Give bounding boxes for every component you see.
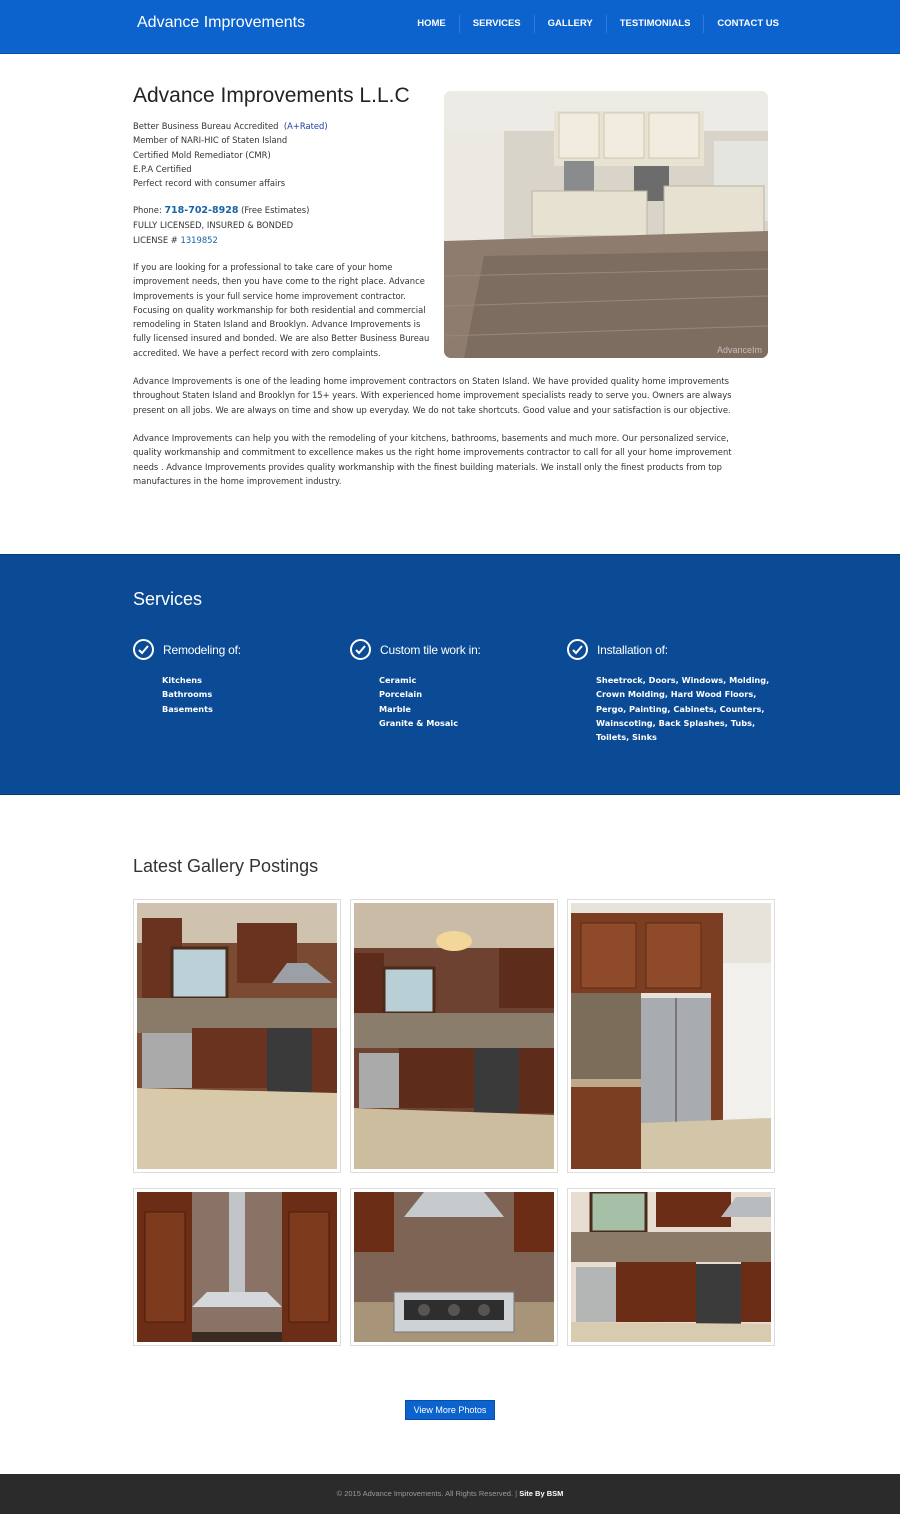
checkmark-icon: [133, 639, 154, 660]
service-item: Kitchens: [162, 675, 203, 685]
service-header: [133, 639, 241, 660]
footer-text: [337, 1489, 564, 1498]
site-brand[interactable]: Advance Improvements: [137, 14, 306, 31]
gallery-thumbnail[interactable]: [133, 1188, 341, 1346]
service-item: Porcelain: [379, 689, 423, 700]
service-item: Basements: [162, 703, 213, 714]
phone-line: [133, 203, 433, 218]
license-number-link[interactable]: 1319852: [180, 234, 218, 245]
gallery-thumbnail[interactable]: [133, 899, 341, 1173]
gallery-thumbnail[interactable]: [350, 899, 558, 1173]
intro-paragraph-1: If you are looking for a professional to take care of your home improvement needs, then you have come to the right place. Advance Improvements is your full service home improvement contractor. Focusing on quality workmanship for both residential and commercial remodeling in Staten Island and Brooklyn. Advance Improvements is fully licensed insured and bonded. We are also Better Business Bureau accredited. We have a perfect record with zero complaints.: [133, 262, 430, 358]
service-label: Custom tile work in:: [380, 642, 481, 657]
site-footer: [0, 1474, 900, 1514]
gallery-title: Latest Gallery Postings: [133, 856, 319, 876]
checkmark-icon: [350, 639, 371, 660]
main-nav: [404, 15, 779, 33]
intro-paragraph-3: Advance Improvements can help you with the remodeling of your kitchens, bathrooms, basements and much more. Our personalized service, quality workmanship and commitment to excellence makes us the right home improvements contractor to call for all your home improvement needs . Advance Improvements provides quality workmanship with the finest building materials. We install only the finest products from top manufactures in the home improvement industry.: [133, 433, 732, 486]
hero-kitchen-image: [444, 91, 768, 358]
service-items: [379, 673, 481, 730]
copyright-text: © 2015 Advance Improvements. All Rights Reserved. |: [336, 1489, 518, 1498]
credential-item: Certified Mold Remediator (CMR): [133, 149, 271, 160]
service-item: Granite & Mosaic: [379, 717, 459, 728]
checkmark-icon: [567, 639, 588, 660]
service-label: Remodeling of:: [163, 642, 241, 657]
phone-number-link[interactable]: 718-702-8928: [164, 205, 239, 216]
service-column-tile: [350, 639, 481, 730]
service-item: Bathrooms: [162, 689, 213, 700]
service-column-remodeling: [133, 639, 241, 716]
intro-paragraph-2: Advance Improvements is one of the leading home improvement contractors on Staten Island. We have provided quality home improvements throughout Staten Island and Brooklyn for 15+ years. With experienced home improvement specialists ready to serve you. Owners are always present on all jobs. We are always on time and show up everyday. We do not take shortcuts. Good value and your satisfaction is our objective.: [133, 376, 732, 415]
license-line: [133, 233, 433, 247]
services-section: [0, 554, 900, 795]
service-item: Marble: [379, 703, 411, 714]
credential-item: Perfect record with consumer affairs: [133, 178, 286, 189]
credential-item: E.P.A Certified: [133, 163, 192, 174]
nav-testimonials[interactable]: TESTIMONIALS: [606, 15, 704, 33]
phone-label: Phone:: [133, 205, 162, 215]
nav-home[interactable]: HOME: [417, 18, 446, 29]
page-title: Advance Improvements L.L.C: [133, 84, 410, 107]
license-label: LICENSE #: [133, 234, 178, 245]
licensed-text: FULLY LICENSED, INSURED & BONDED: [133, 220, 294, 231]
image-watermark: AdvanceIm: [716, 345, 762, 355]
gallery-thumbnail[interactable]: [567, 1188, 775, 1346]
gallery-thumbnail[interactable]: [567, 899, 775, 1173]
service-item: Ceramic: [379, 675, 417, 685]
service-header: [567, 639, 769, 660]
bbb-line: [133, 119, 433, 133]
services-title: Services: [133, 589, 203, 609]
service-header: [350, 639, 481, 660]
phone-note: (Free Estimates): [241, 205, 310, 215]
service-column-installation: [567, 639, 769, 744]
contact-block: [133, 203, 433, 247]
top-navbar: [0, 0, 900, 54]
credentials-list: [133, 119, 433, 190]
service-label: Installation of:: [597, 642, 668, 657]
site-credit-link[interactable]: Site By BSM: [519, 1489, 564, 1498]
service-items: [596, 673, 769, 744]
nav-contact-us[interactable]: CONTACT US: [703, 15, 779, 33]
service-items: [162, 673, 241, 716]
service-item: Pergo, Painting, Cabinets, Counters,: [596, 703, 765, 714]
service-item: Sheetrock, Doors, Windows, Molding,: [596, 675, 770, 685]
credential-item: Member of NARI-HIC of Staten Island: [133, 135, 288, 146]
nav-gallery[interactable]: GALLERY: [534, 15, 606, 33]
view-more-photos-button[interactable]: View More Photos: [405, 1400, 495, 1420]
gallery-thumbnail[interactable]: [350, 1188, 558, 1346]
service-item: Crown Molding, Hard Wood Floors,: [596, 689, 757, 700]
bbb-rating-link[interactable]: (A+Rated): [283, 121, 328, 131]
bbb-text: Better Business Bureau Accredited: [133, 121, 279, 131]
nav-services[interactable]: SERVICES: [459, 15, 534, 33]
service-item: Wainscoting, Back Splashes, Tubs,: [596, 717, 756, 728]
service-item: Toilets, Sinks: [596, 732, 657, 743]
